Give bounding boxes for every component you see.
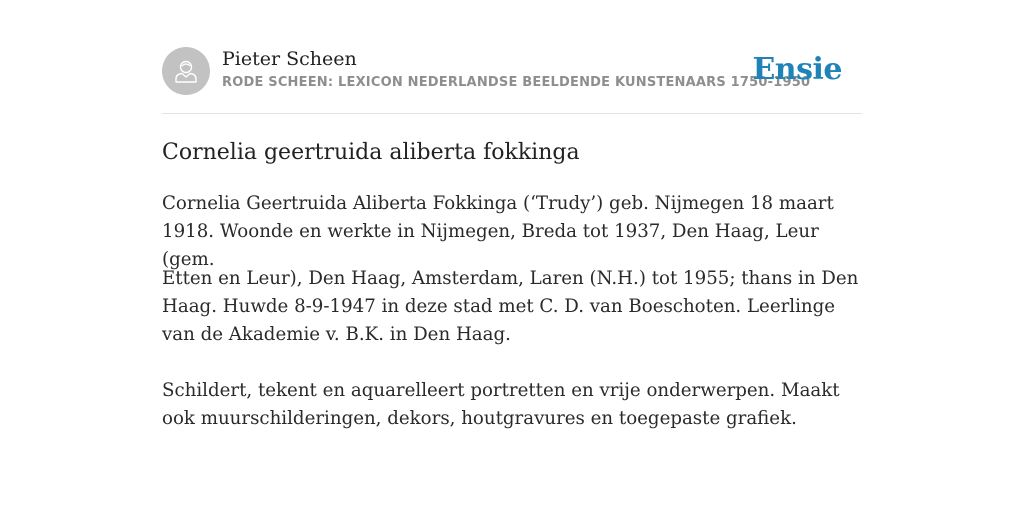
source-title[interactable]: RODE SCHEEN: LEXICON NEDERLANDSE BEELDENDE KUNSTENAARS 1750-1950 <box>222 75 811 90</box>
author-name[interactable]: Pieter Scheen <box>222 48 357 70</box>
ensie-logo[interactable]: Ensie <box>752 52 842 87</box>
user-icon <box>171 56 201 86</box>
article-paragraph: Cornelia Geertruida Aliberta Fokkinga (‘Trudy’) geb. Nijmegen 18 maart 1918. Woonde en werkte in Nijmegen, Breda tot 1937, Den Haag, Leur (gem. <box>162 193 834 270</box>
article-paragraph: Schildert, tekent en aquarelleert portretten en vrije onderwerpen. Maakt ook muurschilderingen, dekors, houtgravures en toegepaste grafiek. <box>162 380 840 429</box>
article-title: Cornelia geertruida aliberta fokkinga <box>162 140 580 165</box>
header-divider <box>162 113 862 114</box>
article-paragraph: Etten en Leur), Den Haag, Amsterdam, Laren (N.H.) tot 1955; thans in Den Haag. Huwde 8-9-1947 in deze stad met C. D. van Boeschoten. Leerlinge van de Akademie v. B.K. in Den Haag. <box>162 268 859 345</box>
article-header <box>162 47 862 97</box>
avatar[interactable] <box>162 47 210 95</box>
